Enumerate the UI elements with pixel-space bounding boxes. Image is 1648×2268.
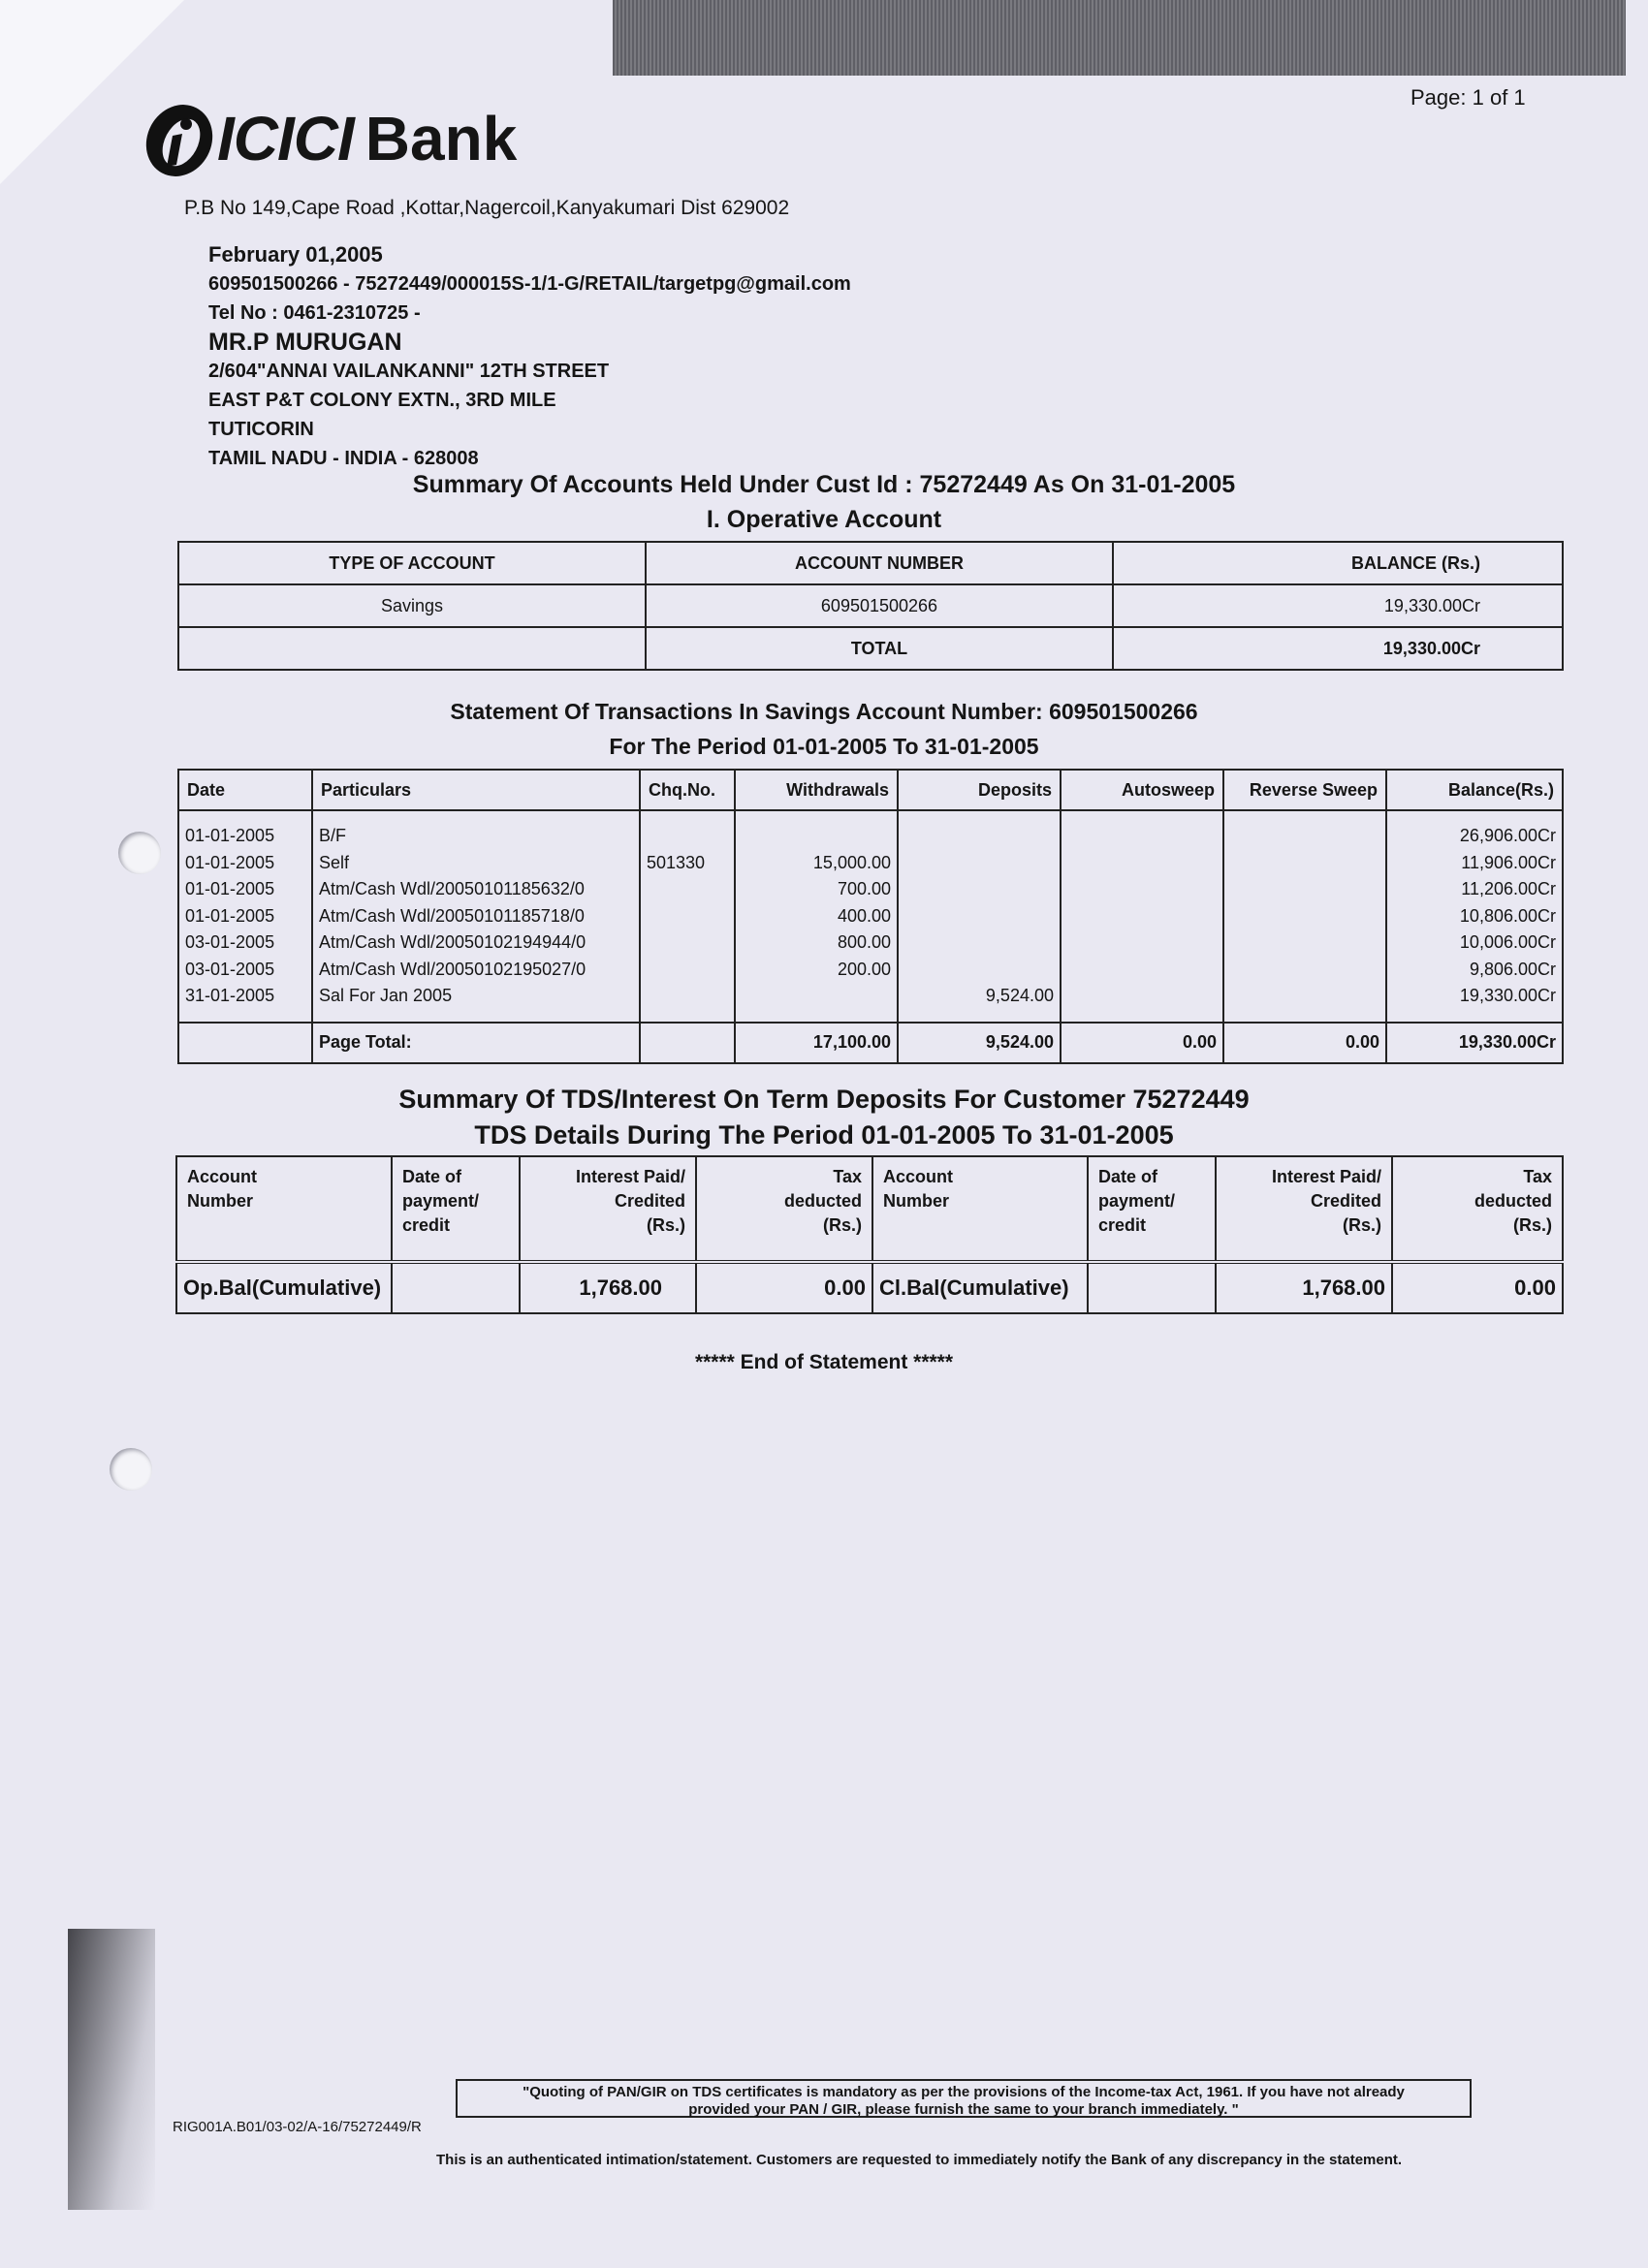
col-header-autosweep: Autosweep [1061,770,1223,810]
tx-balance: 10,006.00Cr [1459,932,1556,952]
tx-date: 01-01-2005 [185,826,275,845]
col-header-withdrawals: Withdrawals [735,770,898,810]
tx-date: 03-01-2005 [185,932,275,952]
tx-particulars: Sal For Jan 2005 [319,986,453,1005]
tx-deposit: 9,524.00 [985,986,1054,1005]
col-header: ACCOUNT NUMBER [646,542,1113,584]
tx-balance: 10,806.00Cr [1459,905,1556,926]
col-header-chq: Chq.No. [640,770,735,810]
col-header-account-number: Account Number [872,1156,1088,1262]
tx-particulars: Atm/Cash Wdl/20050101185632/0 [319,879,585,898]
deposits-column [898,810,1061,1023]
balance-column [1386,810,1563,1023]
account-balance: 19,330.00Cr [1113,584,1563,627]
notice-line: provided your PAN / GIR, please furnish the same to your branch immediately. " [688,2101,1239,2118]
col-header-date: Date [178,770,312,810]
tx-withdrawal: 200.00 [837,959,891,979]
tx-date: 31-01-2005 [185,986,275,1005]
document-reference: RIG001A.B01/03-02/A-16/75272449/R [173,2119,422,2135]
tx-balance: 9,806.00Cr [1469,959,1556,979]
tds-title: Summary Of TDS/Interest On Term Deposits For Customer 75272449 [398,1085,1250,1114]
closing-tax: 0.00 [1392,1262,1563,1313]
tds-period: TDS Details During The Period 01-01-2005 To 31-01-2005 [474,1120,1174,1150]
table-row [178,584,1563,627]
tx-withdrawal [742,983,891,1010]
col-header-interest: Interest Paid/ Credited (Rs.) [1216,1156,1392,1262]
tx-chq [647,823,728,850]
tx-deposit [904,876,1054,903]
tx-particulars: Atm/Cash Wdl/20050102195027/0 [319,959,586,979]
page-total-balance: 19,330.00Cr [1386,1023,1563,1063]
withdrawals-column [735,810,898,1023]
icici-logo-icon [138,97,221,180]
tds-table [175,1155,1564,1314]
page-total-withdrawals: 17,100.00 [735,1023,898,1063]
tx-withdrawal: 700.00 [837,879,891,898]
total-row [178,627,1563,670]
account-type: Savings [178,584,646,627]
tx-date: 03-01-2005 [185,959,275,979]
notice-line: "Quoting of PAN/GIR on TDS certificates is mandatory as per the provisions of the Income-tax Act, 1961. If you have not already [523,2084,1405,2100]
tx-chq [647,983,728,1010]
col-header-date-of-payment: Date of payment/ credit [392,1156,520,1262]
chq-column [640,810,735,1023]
col-header-balance: Balance(Rs.) [1386,770,1563,810]
tx-withdrawal: 400.00 [837,905,891,926]
tx-date: 01-01-2005 [185,852,275,872]
customer-name: MR.P MURUGAN [208,329,402,356]
tx-deposit [904,850,1054,877]
tx-chq [647,903,728,930]
tx-balance: 11,906.00Cr [1461,852,1556,872]
address-line: TAMIL NADU - INDIA - 628008 [208,448,479,469]
customer-block [208,240,851,473]
opening-tax: 0.00 [696,1262,872,1313]
tx-particulars: B/F [319,826,347,845]
tx-chq: 501330 [647,852,706,872]
closing-balance-label: Cl.Bal(Cumulative) [872,1262,1088,1313]
address-line: TUTICORIN [208,419,314,440]
page-total-row [178,1023,1563,1063]
col-header-reverse-sweep: Reverse Sweep [1223,770,1386,810]
col-header-account-number: Account Number [176,1156,392,1262]
summary-title: Summary Of Accounts Held Under Cust Id : 75272449 As On 31-01-2005 [412,471,1236,498]
tx-deposit [904,903,1054,930]
tx-deposit [904,957,1054,984]
tds-balance-row [176,1262,1563,1313]
total-label: TOTAL [646,627,1113,670]
tx-deposit [904,823,1054,850]
col-header-particulars: Particulars [312,770,640,810]
col-header-tax: Tax deducted (Rs.) [696,1156,872,1262]
end-of-statement: ***** End of Statement ***** [694,1351,954,1373]
col-header-interest: Interest Paid/ Credited (Rs.) [520,1156,696,1262]
tx-particulars: Atm/Cash Wdl/20050102194944/0 [319,932,586,952]
tx-date: 01-01-2005 [185,879,275,898]
bank-logo [138,97,517,180]
date-column [178,810,312,1023]
tx-chq [647,957,728,984]
transaction-rows [178,810,1563,1023]
col-header-deposits: Deposits [898,770,1061,810]
tx-chq [647,929,728,957]
tx-withdrawal: 15,000.00 [812,852,891,872]
tx-chq [647,876,728,903]
col-header: BALANCE (Rs.) [1113,542,1563,584]
statement-date: February 01,2005 [208,242,383,267]
tx-balance: 26,906.00Cr [1459,826,1556,845]
logo-text-bank: Bank [364,104,518,173]
tx-particulars: Atm/Cash Wdl/20050101185718/0 [319,905,585,926]
address-line: EAST P&T COLONY EXTN., 3RD MILE [208,390,556,411]
tx-balance: 19,330.00Cr [1459,986,1556,1005]
scan-shadow [68,1929,155,2210]
logo-text-icici: ICICI [217,104,354,173]
tx-particulars: Self [319,852,350,872]
particulars-column [312,810,640,1023]
page-total-deposits: 9,524.00 [898,1023,1061,1063]
address-line: 2/604"ANNAI VAILANKANNI" 12TH STREET [208,361,610,382]
col-header-tax: Tax deducted (Rs.) [1392,1156,1563,1262]
summary-subtitle: I. Operative Account [706,506,942,533]
closing-interest: 1,768.00 [1216,1262,1392,1313]
telephone: Tel No : 0461-2310725 - [208,302,421,324]
tx-withdrawal [742,823,891,850]
opening-interest: 1,768.00 [520,1262,696,1313]
opening-balance-label: Op.Bal(Cumulative) [176,1262,392,1313]
statement-title: Statement Of Transactions In Savings Account Number: 609501500266 [450,699,1198,724]
page-total-autosweep: 0.00 [1061,1023,1223,1063]
reverse-sweep-column [1223,810,1386,1023]
punch-hole [118,832,161,874]
tx-balance: 11,206.00Cr [1461,879,1556,898]
total-value: 19,330.00Cr [1113,627,1563,670]
page-total-label: Page Total: [312,1023,640,1063]
tx-deposit [904,929,1054,957]
page-number: Page: 1 of 1 [1410,85,1526,110]
tx-date: 01-01-2005 [185,905,275,926]
scan-artifact-bar [613,0,1626,76]
col-header-date-of-payment: Date of payment/ credit [1088,1156,1216,1262]
transactions-table [177,769,1564,1064]
tx-withdrawal: 800.00 [837,932,891,952]
page-total-reverse-sweep: 0.00 [1223,1023,1386,1063]
statement-period: For The Period 01-01-2005 To 31-01-2005 [609,734,1039,759]
operative-account-table [177,541,1564,671]
autosweep-column [1061,810,1223,1023]
reference-line: 609501500266 - 75272449/000015S-1/1-G/RETAIL/targetpg@gmail.com [208,273,851,295]
bank-address: P.B No 149,Cape Road ,Kottar,Nagercoil,Kanyakumari Dist 629002 [184,197,790,219]
pan-notice-box [456,2079,1472,2118]
account-number: 609501500266 [646,584,1113,627]
col-header: TYPE OF ACCOUNT [178,542,646,584]
authentication-note: This is an authenticated intimation/statement. Customers are requested to immediately notify the Bank of any discrepancy in the statement. [436,2152,1403,2168]
punch-hole [110,1448,152,1491]
